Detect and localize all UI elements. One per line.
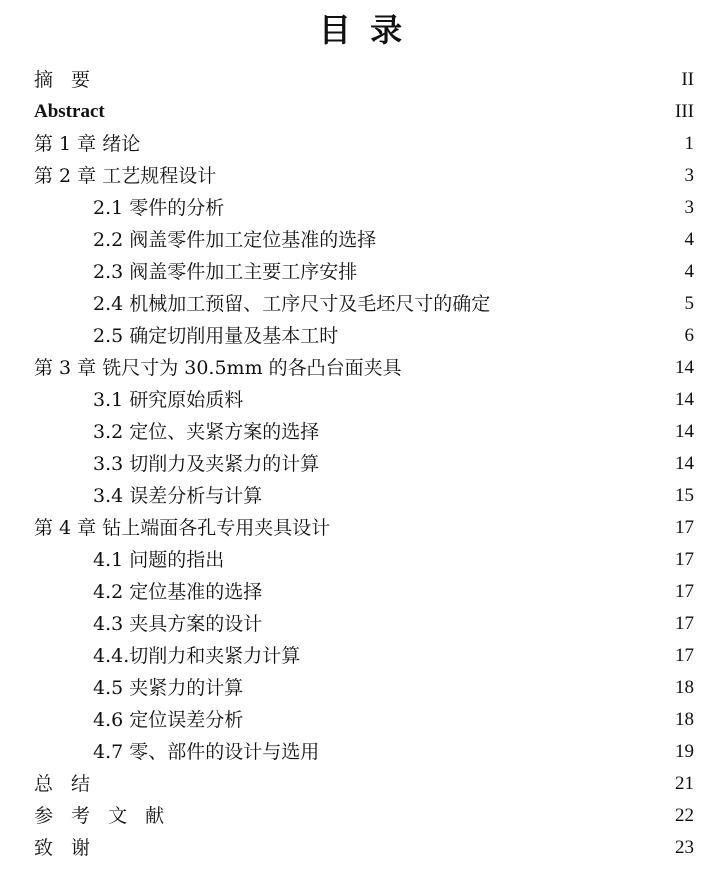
- toc-entry-page-number: 22: [675, 805, 694, 826]
- toc-entry[interactable]: [0, 352, 725, 384]
- toc-entry-page-number: 17: [675, 613, 694, 634]
- toc-entry-page-number: 3: [684, 197, 694, 218]
- toc-entry[interactable]: [0, 448, 725, 480]
- toc-entry[interactable]: [0, 160, 725, 192]
- toc-entry-page-number: 14: [675, 357, 694, 378]
- toc-entry[interactable]: [0, 608, 725, 640]
- toc-entry-page-number: 15: [675, 485, 694, 506]
- page-title: 目 录: [318, 11, 407, 49]
- toc-entry-label: 4.2 定位基准的选择: [93, 581, 263, 603]
- toc-entry-page-number: 17: [675, 517, 694, 538]
- toc-entry-page-number: 14: [675, 453, 694, 474]
- toc-entry[interactable]: [0, 512, 725, 544]
- toc-entry[interactable]: [0, 640, 725, 672]
- toc-entry-page-number: 18: [675, 709, 694, 730]
- toc-entry[interactable]: [0, 384, 725, 416]
- toc-entry-page-number: 4: [684, 261, 694, 282]
- toc-entry-label: 参 考 文 献: [34, 805, 171, 827]
- toc-entry-page-number: III: [675, 101, 694, 122]
- toc-entry-label: 2.4 机械加工预留、工序尺寸及毛坯尺寸的确定: [93, 293, 491, 315]
- toc-entry[interactable]: [0, 768, 725, 800]
- toc-entry[interactable]: [0, 256, 725, 288]
- toc-entry-label: 第 2 章 工艺规程设计: [34, 165, 217, 187]
- toc-entry-page-number: 6: [684, 325, 694, 346]
- toc-entry-label: 4.3 夹具方案的设计: [93, 613, 263, 635]
- toc-entry-page-number: 17: [675, 645, 694, 666]
- toc-entry-label: 2.3 阀盖零件加工主要工序安排: [93, 261, 358, 283]
- toc-entry-label: 2.2 阀盖零件加工定位基准的选择: [93, 229, 377, 251]
- toc-entry-label: 3.4 误差分析与计算: [93, 485, 263, 507]
- toc-entry-label: 4.4.切削力和夹紧力计算: [93, 645, 301, 667]
- toc-entry-label: 4.5 夹紧力的计算: [93, 677, 244, 699]
- toc-entry[interactable]: [0, 224, 725, 256]
- toc-entry-page-number: 23: [675, 837, 694, 858]
- toc-entry-page-number: 5: [684, 293, 694, 314]
- toc-entry[interactable]: [0, 736, 725, 768]
- toc-entry-page-number: 3: [684, 165, 694, 186]
- toc-entry-label: Abstract: [34, 101, 105, 122]
- toc-entry[interactable]: [0, 576, 725, 608]
- toc-entry[interactable]: [0, 832, 725, 864]
- toc-entry-page-number: 19: [675, 741, 694, 762]
- toc-entry[interactable]: [0, 320, 725, 352]
- toc-entry-label: 致 谢: [34, 837, 97, 859]
- toc-entry-page-number: 4: [684, 229, 694, 250]
- toc-entry-label: 4.7 零、部件的设计与选用: [93, 741, 320, 763]
- toc-entry[interactable]: [0, 480, 725, 512]
- toc-entry-label: 第 4 章 钻上端面各孔专用夹具设计: [34, 517, 331, 539]
- toc-entry-page-number: 17: [675, 549, 694, 570]
- toc-entry-page-number: 18: [675, 677, 694, 698]
- toc-entry-page-number: 14: [675, 421, 694, 442]
- toc-entry-label: 摘 要: [34, 69, 97, 91]
- toc-entry-label: 4.1 问题的指出: [93, 549, 225, 571]
- toc-entry[interactable]: [0, 288, 725, 320]
- toc-entry[interactable]: [0, 544, 725, 576]
- toc-entry[interactable]: [0, 96, 725, 128]
- toc-entry-page-number: 1: [684, 133, 694, 154]
- toc-entry-label: 第 1 章 绪论: [34, 133, 141, 155]
- toc-entry-page-number: 14: [675, 389, 694, 410]
- toc-entry[interactable]: [0, 192, 725, 224]
- toc-entry[interactable]: [0, 64, 725, 96]
- toc-entry-label: 2.1 零件的分析: [93, 197, 225, 219]
- toc-entry-page-number: 17: [675, 581, 694, 602]
- toc-entry-label: 2.5 确定切削用量及基本工时: [93, 325, 339, 347]
- toc-entry-page-number: II: [681, 69, 694, 90]
- toc-entry-page-number: 21: [675, 773, 694, 794]
- toc-entry[interactable]: [0, 416, 725, 448]
- toc-entry-label: 3.3 切削力及夹紧力的计算: [93, 453, 320, 475]
- toc-entry-label: 总 结: [34, 773, 97, 795]
- toc-entry-label: 4.6 定位误差分析: [93, 709, 244, 731]
- toc-entry[interactable]: [0, 672, 725, 704]
- toc-entry[interactable]: [0, 704, 725, 736]
- toc-entry-label: 第 3 章 铣尺寸为 30.5mm 的各凸台面夹具: [34, 357, 402, 379]
- toc-entry[interactable]: [0, 128, 725, 160]
- toc-entry-label: 3.1 研究原始质料: [93, 389, 244, 411]
- toc-entry[interactable]: [0, 800, 725, 832]
- toc-entry-label: 3.2 定位、夹紧方案的选择: [93, 421, 320, 443]
